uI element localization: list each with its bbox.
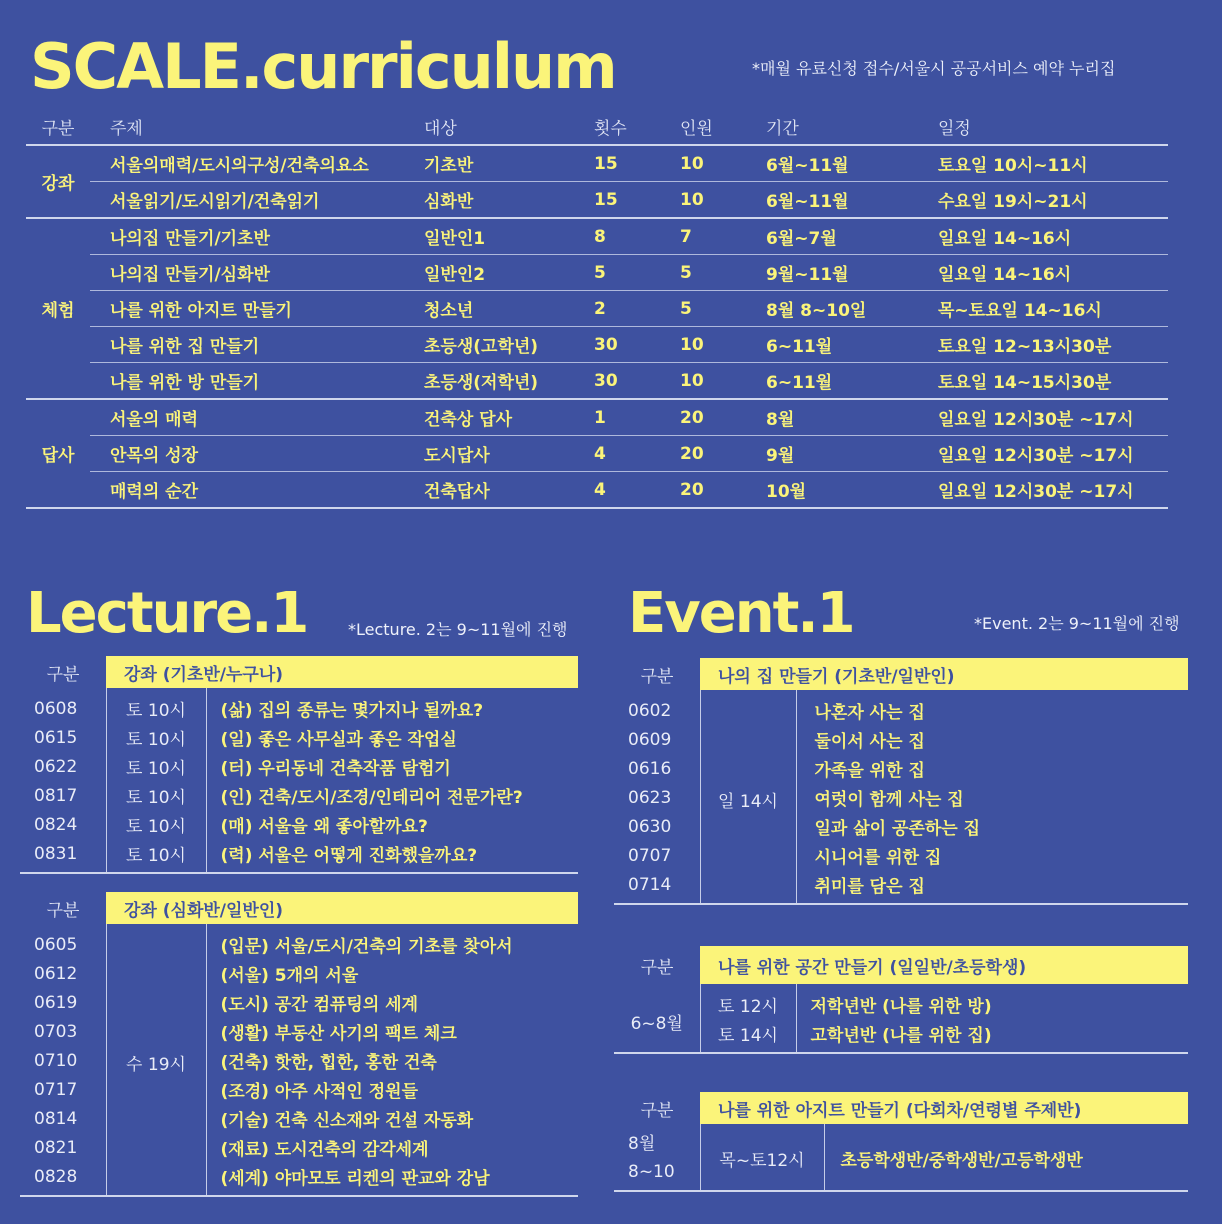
- section-title: 강좌 (심화반/일반인): [106, 892, 578, 924]
- count-cell: 30: [594, 363, 680, 400]
- category-cell: 체험: [26, 218, 90, 399]
- target-cell: 도시답사: [424, 436, 594, 472]
- date-cell: 0703: [34, 1021, 78, 1042]
- table-row: [26, 255, 1168, 291]
- table-header-row: [20, 656, 578, 688]
- curriculum-table: [26, 110, 1168, 509]
- category-cell: 강좌: [26, 145, 90, 218]
- period-cell: 6~11월: [766, 327, 938, 363]
- event-myhouse-table: [614, 658, 1188, 905]
- curriculum-title: SCALE.curriculum: [30, 30, 616, 103]
- period-cell: 6~11월: [766, 363, 938, 400]
- event-title: Event.1: [628, 581, 854, 646]
- subject-cell: (도시) 공간 컴퓨팅의 세계: [206, 988, 578, 1017]
- date-cell: 0814: [34, 1108, 78, 1129]
- table-row: [26, 436, 1168, 472]
- subject-cell: 저학년반 (나를 위한 방): [796, 984, 1188, 1019]
- target-cell: 초등생(고학년): [424, 327, 594, 363]
- table-row: [614, 984, 1188, 1019]
- table-row: [26, 399, 1168, 436]
- people-cell: 10: [680, 145, 766, 182]
- topic-cell: 서울읽기/도시읽기/건축읽기: [90, 182, 424, 219]
- count-cell: 2: [594, 291, 680, 327]
- subject-cell: (건축) 핫한, 힙한, 홍한 건축: [206, 1046, 578, 1075]
- time-cell: 토 10시: [106, 723, 206, 752]
- subject-cell: 일과 삶이 공존하는 집: [796, 812, 1188, 841]
- people-cell: 5: [680, 255, 766, 291]
- period-cell: 8월: [766, 399, 938, 436]
- date-cell: 0831: [20, 839, 106, 873]
- table-header-row: [614, 658, 1188, 690]
- table-row: [20, 1104, 578, 1133]
- curriculum-note: *매월 유료신청 접수/서울시 공공서비스 예약 누리집: [752, 59, 1116, 78]
- count-cell: 8: [594, 218, 680, 255]
- subject-cell: (입문) 서울/도시/건축의 기초를 찾아서: [206, 924, 578, 959]
- table-row: [26, 363, 1168, 400]
- schedule-cell: 토요일 12~13시30분: [938, 327, 1168, 363]
- col-header-count: 횟수: [594, 110, 680, 145]
- topic-cell: 나를 위한 아지트 만들기: [90, 291, 424, 327]
- topic-cell: 매력의 순간: [90, 472, 424, 509]
- period-cell: 9월~11월: [766, 255, 938, 291]
- table-row: [20, 1162, 578, 1196]
- event-hideout-table: [614, 1092, 1188, 1192]
- date-cell: 0608: [34, 698, 78, 719]
- subject-cell: (세계) 야마모토 리켄의 판교와 강남: [206, 1162, 578, 1196]
- count-cell: 15: [594, 145, 680, 182]
- table-row: [614, 690, 1188, 725]
- target-cell: 일반인2: [424, 255, 594, 291]
- table-row: [26, 182, 1168, 219]
- subject-cell: 시니어를 위한 집: [796, 841, 1188, 870]
- date-cell: 0707: [628, 845, 672, 866]
- schedule-cell: 일요일 14~16시: [938, 255, 1168, 291]
- date-cell: 0615: [34, 727, 78, 748]
- time-cell: 토 12시: [700, 984, 796, 1019]
- subject-cell: (터) 우리동네 건축작품 탐험기: [206, 752, 578, 781]
- target-cell: 일반인1: [424, 218, 594, 255]
- count-cell: 5: [594, 255, 680, 291]
- table-row: [20, 839, 578, 873]
- people-cell: 10: [680, 363, 766, 400]
- schedule-cell: 목~토요일 14~16시: [938, 291, 1168, 327]
- period-cell: 10월: [766, 472, 938, 509]
- col-header-topic: 주제: [90, 110, 424, 145]
- schedule-cell: 일요일 12시30분 ~17시: [938, 399, 1168, 436]
- section-label: 구분: [20, 656, 106, 688]
- table-row: [26, 472, 1168, 509]
- table-row: [20, 1017, 578, 1046]
- event-space-table: [614, 946, 1188, 1054]
- lecture-title: Lecture.1: [26, 581, 308, 646]
- table-row: [20, 810, 578, 839]
- col-header-period: 기간: [766, 110, 938, 145]
- date-cell: 0828: [20, 1162, 106, 1196]
- time-cell: 토 10시: [106, 781, 206, 810]
- count-cell: 4: [594, 472, 680, 509]
- table-row: [20, 723, 578, 752]
- table-row: [26, 327, 1168, 363]
- table-row: [614, 1124, 1188, 1191]
- period-cell: 9월: [766, 436, 938, 472]
- lecture-basic-table: [20, 656, 578, 874]
- topic-cell: 나의집 만들기/심화반: [90, 255, 424, 291]
- section-label: 구분: [614, 658, 700, 690]
- subject-cell: (인) 건축/도시/조경/인테리어 전문가란?: [206, 781, 578, 810]
- people-cell: 20: [680, 472, 766, 509]
- period-line: 8월: [628, 1134, 656, 1154]
- people-cell: 20: [680, 399, 766, 436]
- subject-cell: (력) 서울은 어떻게 진화했을까요?: [206, 839, 578, 873]
- section-title: 나를 위한 아지트 만들기 (다회차/연령별 주제반): [700, 1092, 1188, 1124]
- topic-cell: 안목의 성장: [90, 436, 424, 472]
- period-cell: [614, 1124, 700, 1191]
- target-cell: 건축상 답사: [424, 399, 594, 436]
- table-row: [20, 752, 578, 781]
- period-cell: 6월~11월: [766, 182, 938, 219]
- topic-cell: 서울의매력/도시의구성/건축의요소: [90, 145, 424, 182]
- subject-cell: 고학년반 (나를 위한 집): [796, 1019, 1188, 1053]
- date-cell: 0605: [34, 934, 78, 955]
- date-cell: 0619: [34, 992, 78, 1013]
- topic-cell: 서울의 매력: [90, 399, 424, 436]
- date-cell: 0602: [628, 700, 672, 721]
- people-cell: 5: [680, 291, 766, 327]
- target-cell: 건축답사: [424, 472, 594, 509]
- table-row: [20, 988, 578, 1017]
- col-header-people: 인원: [680, 110, 766, 145]
- section-title: 나를 위한 공간 만들기 (일일반/초등학생): [700, 946, 1188, 984]
- section-label: 구분: [614, 946, 700, 984]
- time-cell: 토 10시: [106, 752, 206, 781]
- schedule-cell: 일요일 12시30분 ~17시: [938, 472, 1168, 509]
- date-cell: 0821: [34, 1137, 78, 1158]
- date-cell: 0612: [34, 963, 78, 984]
- date-cell: 0623: [628, 787, 672, 808]
- count-cell: 1: [594, 399, 680, 436]
- period-line: 8~10: [628, 1162, 675, 1182]
- topic-cell: 나를 위한 방 만들기: [90, 363, 424, 400]
- date-cell: 0824: [34, 814, 78, 835]
- date-cell: 0714: [614, 870, 700, 904]
- col-header-target: 대상: [424, 110, 594, 145]
- people-cell: 20: [680, 436, 766, 472]
- col-header-category: 구분: [26, 110, 90, 145]
- subject-cell: (서울) 5개의 서울: [206, 959, 578, 988]
- period-cell: 8월 8~10일: [766, 291, 938, 327]
- table-row: [20, 1133, 578, 1162]
- date-cell: 0717: [34, 1079, 78, 1100]
- people-cell: 7: [680, 218, 766, 255]
- count-cell: 30: [594, 327, 680, 363]
- table-row: [20, 1046, 578, 1075]
- target-cell: 기초반: [424, 145, 594, 182]
- section-title: 강좌 (기초반/누구나): [106, 656, 578, 688]
- event-note: *Event. 2는 9~11월에 진행: [974, 614, 1180, 633]
- schedule-cell: 일요일 14~16시: [938, 218, 1168, 255]
- table-header-row: [614, 1092, 1188, 1124]
- target-cell: 심화반: [424, 182, 594, 219]
- count-cell: 15: [594, 182, 680, 219]
- table-row: [20, 688, 578, 723]
- lecture-advanced-table: [20, 892, 578, 1197]
- table-row: [20, 959, 578, 988]
- table-header-row: [614, 946, 1188, 984]
- subject-cell: (생활) 부동산 사기의 팩트 체크: [206, 1017, 578, 1046]
- subject-cell: (기술) 건축 신소재와 건설 자동화: [206, 1104, 578, 1133]
- target-cell: 청소년: [424, 291, 594, 327]
- table-row: [26, 218, 1168, 255]
- topic-cell: 나의집 만들기/기초반: [90, 218, 424, 255]
- subject-cell: 여럿이 함께 사는 집: [796, 783, 1188, 812]
- period-cell: 6~8월: [614, 984, 700, 1053]
- subject-cell: (매) 서울을 왜 좋아할까요?: [206, 810, 578, 839]
- table-row: [20, 924, 578, 959]
- date-cell: 0622: [34, 756, 78, 777]
- schedule-cell: 일요일 12시30분 ~17시: [938, 436, 1168, 472]
- subject-cell: 초등학생반/중학생반/고등학생반: [824, 1124, 1188, 1191]
- col-header-schedule: 일정: [938, 110, 1168, 145]
- subject-cell: (삶) 집의 종류는 몇가지나 될까요?: [206, 688, 578, 723]
- subject-cell: 가족을 위한 집: [796, 754, 1188, 783]
- lecture-note: *Lecture. 2는 9~11월에 진행: [348, 620, 568, 639]
- time-cell: 목~토12시: [700, 1124, 824, 1191]
- time-cell: 일 14시: [700, 690, 796, 904]
- subject-cell: 취미를 담은 집: [796, 870, 1188, 904]
- date-cell: 0630: [628, 816, 672, 837]
- topic-cell: 나를 위한 집 만들기: [90, 327, 424, 363]
- subject-cell: (일) 좋은 사무실과 좋은 작업실: [206, 723, 578, 752]
- subject-cell: 둘이서 사는 집: [796, 725, 1188, 754]
- section-label: 구분: [20, 892, 106, 924]
- date-cell: 0616: [628, 758, 672, 779]
- time-cell: 토 14시: [700, 1019, 796, 1053]
- schedule-cell: 수요일 19시~21시: [938, 182, 1168, 219]
- period-cell: 6월~11월: [766, 145, 938, 182]
- table-row: [26, 291, 1168, 327]
- people-cell: 10: [680, 182, 766, 219]
- table-row: [26, 145, 1168, 182]
- table-row: [20, 1075, 578, 1104]
- table-row: [20, 781, 578, 810]
- schedule-cell: 토요일 14~15시30분: [938, 363, 1168, 400]
- date-cell: 0710: [34, 1050, 78, 1071]
- schedule-cell: 토요일 10시~11시: [938, 145, 1168, 182]
- section-title: 나의 집 만들기 (기초반/일반인): [700, 658, 1188, 690]
- date-cell: 0609: [628, 729, 672, 750]
- period-cell: 6월~7월: [766, 218, 938, 255]
- curriculum-header-row: [26, 110, 1168, 145]
- table-row: [614, 1019, 1188, 1053]
- subject-cell: (조경) 아주 사적인 정원들: [206, 1075, 578, 1104]
- category-cell: 답사: [26, 399, 90, 508]
- date-cell: 0817: [34, 785, 78, 806]
- subject-cell: 나혼자 사는 집: [796, 690, 1188, 725]
- subject-cell: (재료) 도시건축의 감각세계: [206, 1133, 578, 1162]
- time-cell: 수 19시: [106, 924, 206, 1196]
- people-cell: 10: [680, 327, 766, 363]
- table-header-row: [20, 892, 578, 924]
- section-label: 구분: [614, 1092, 700, 1124]
- time-cell: 토 10시: [106, 839, 206, 873]
- count-cell: 4: [594, 436, 680, 472]
- target-cell: 초등생(저학년): [424, 363, 594, 400]
- time-cell: 토 10시: [106, 810, 206, 839]
- time-cell: 토 10시: [106, 688, 206, 723]
